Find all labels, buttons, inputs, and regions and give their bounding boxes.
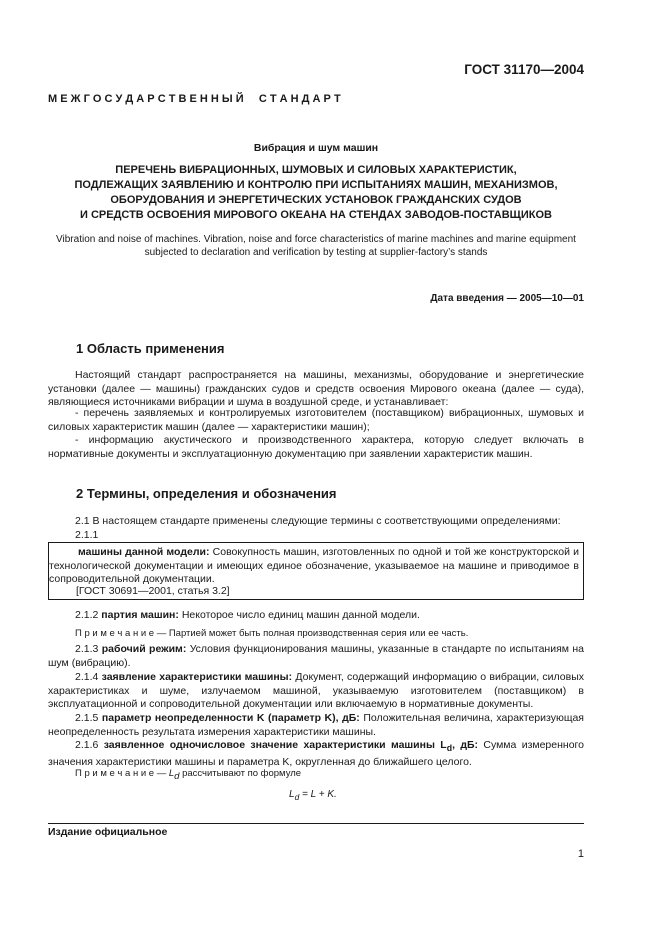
note-symbol: L <box>166 768 175 779</box>
formula-symbol: L <box>289 789 295 800</box>
english-title <box>48 233 584 259</box>
term-name: заявленное одночисловое значение характеристики машины L <box>103 739 447 751</box>
formula <box>289 789 337 802</box>
term-text: Положительная величина, характеризующая неопределенность результата измерения характеристики машины. <box>48 712 584 738</box>
title-line: ПЕРЕЧЕНЬ ВИБРАЦИОННЫХ, ШУМОВЫХ И СИЛОВЫХ ХАРАКТЕРИСТИК, <box>115 164 517 176</box>
title-line: ПОДЛЕЖАЩИХ ЗАЯВЛЕНИЮ И КОНТРОЛЮ ПРИ ИСПЫТАНИЯХ МАШИН, МЕХАНИЗМОВ, <box>74 179 558 191</box>
term-reference: [ГОСТ 30691—2001, статья 3.2] <box>76 585 230 597</box>
clause-2-1: 2.1 В настоящем стандарте применены следующие термины с соответствующими определениями: <box>75 515 561 527</box>
clause-2-1-3 <box>48 643 584 670</box>
term-name: партия машин: <box>101 609 179 621</box>
clause-number: 2.1.2 <box>75 609 102 621</box>
note-text: рассчитывают по формуле <box>179 768 302 779</box>
page-number: 1 <box>577 848 584 860</box>
term-text: Сумма измеренного значения характеристики машины и параметра K, округленная до ближайшего целого. <box>48 739 584 768</box>
clause-number: 2.1.6 <box>75 739 104 751</box>
note-label: П р и м е ч а н и е — <box>75 628 167 639</box>
term-text: Совокупность машин, изготовленных по одной и той же конструкторской и технологической документации и имеющих единое обозначение, указываемое на машине и приводимое в сопроводительной документации. <box>49 546 579 585</box>
section-2-heading: 2 Термины, определения и обозначения <box>76 486 337 501</box>
term-name: заявление характеристики машины: <box>101 671 293 683</box>
scope-list-item: - информацию акустического и производственного характера, которую следует включать в нормативные документы и эксплуатационную документацию при заявлении характеристик машин. <box>48 434 584 460</box>
title-subject: Вибрация и шум машин <box>253 142 379 154</box>
document-number: ГОСТ 31170—2004 <box>464 62 584 77</box>
footer-divider <box>48 823 584 824</box>
term-definition-box <box>48 542 584 600</box>
scope-list-item: - перечень заявляемых и контролируемых изготовителем (поставщиком) вибрационных, шумовых и силовых характеристик машин (далее — характеристики машин); <box>48 407 584 433</box>
term-text: Некоторое число единиц машин данной модели. <box>178 609 420 621</box>
english-title-line: subjected to declaration and verification by testing at supplier-factory’s stands <box>144 247 488 258</box>
clause-2-1-1: 2.1.1 <box>75 529 99 541</box>
section-1-heading: 1 Область применения <box>76 341 225 356</box>
title-line: И СРЕДСТВ ОСВОЕНИЯ МИРОВОГО ОКЕАНА НА СТЕНДАХ ЗАВОДОВ-ПОСТАВЩИКОВ <box>79 209 552 221</box>
clause-2-1-5 <box>48 712 584 739</box>
formula-subscript: d <box>294 792 300 802</box>
edition-label: Издание официальное <box>48 826 168 838</box>
note-label: П р и м е ч а н и е — <box>75 768 167 779</box>
term-definition <box>49 546 583 587</box>
term-text: Документ, содержащий информацию о вибрации, силовых характеристиках и шуме, излучаемом машиной, указываемую изготовителем (поставщиком) в эксплуатационной и сопроводительной документации или включаемую в нормативные документы. <box>48 671 585 710</box>
note-text: Партией может быть полная производственная серия или ее часть. <box>166 628 469 639</box>
title-line: ОБОРУДОВАНИЯ И ЭНЕРГЕТИЧЕСКИХ УСТАНОВОК ГРАЖДАНСКИХ СУДОВ <box>110 194 522 206</box>
term-text: Условия функционирования машины, указанные в стандарте по испытаниям на шум (вибрацию). <box>48 643 584 669</box>
clause-2-1-6 <box>48 739 584 769</box>
document-title <box>48 163 584 223</box>
term-name: машины данной модели: <box>78 546 210 558</box>
introduction-date: Дата введения — 2005—10—01 <box>430 293 584 304</box>
note <box>48 767 584 783</box>
term-name-unit: , дБ: <box>452 739 479 751</box>
term-name: параметр неопределенности K (параметр K), дБ: <box>101 712 360 724</box>
note-symbol-subscript: d <box>174 770 180 782</box>
formula-rest: = L + K. <box>299 789 337 800</box>
term-subscript: d <box>446 743 453 754</box>
clause-number: 2.1.3 <box>75 643 102 655</box>
clause-number: 2.1.5 <box>75 712 102 724</box>
clause-2-1-4 <box>48 671 584 712</box>
clause-number: 2.1.4 <box>75 671 102 683</box>
scope-paragraph: Настоящий стандарт распространяется на машины, механизмы, оборудование и энергетические установки (далее — машины) гражданских судов и средств освоения Мирового океана (далее — суда), являющиеся источниками вибрации и шума в воздушной среде, и устанавливает: <box>48 369 584 408</box>
english-title-line: Vibration and noise of machines. Vibration, noise and force characteristics of marine machines and marine equipment <box>56 234 576 245</box>
clause-2-1-2 <box>48 609 584 623</box>
note <box>48 627 584 641</box>
standard-type-heading: М Е Ж Г О С У Д А Р С Т В Е Н Н Ы Й С Т А Н Д А Р Т <box>48 93 341 105</box>
term-name: рабочий режим: <box>101 643 187 655</box>
